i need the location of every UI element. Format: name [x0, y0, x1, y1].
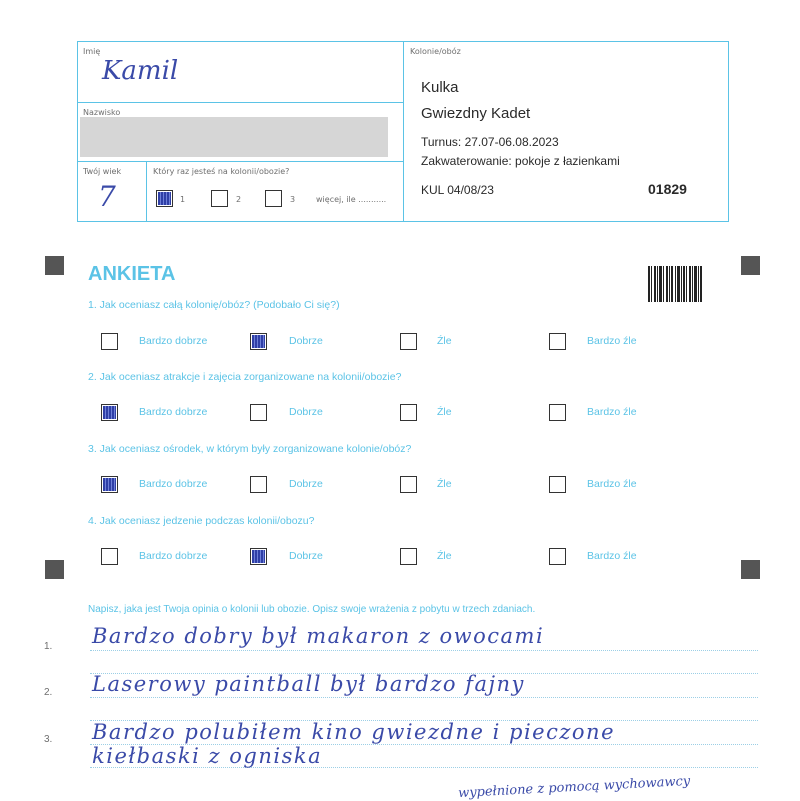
registration-marker-icon — [45, 560, 64, 579]
answer-option-label: Źle — [437, 335, 452, 347]
visit-count-label-3: 3 — [290, 195, 296, 204]
answer-option-label: Bardzo źle — [587, 335, 637, 347]
registration-marker-icon — [741, 560, 760, 579]
visit-count-checkbox-3[interactable] — [265, 190, 282, 207]
answer-option-label: Dobrze — [289, 406, 323, 418]
answer-checkbox[interactable] — [250, 404, 267, 421]
answer-checkbox[interactable] — [549, 404, 566, 421]
answer-checkbox[interactable] — [400, 333, 417, 350]
answer-option-label: Bardzo dobrze — [139, 335, 208, 347]
turnus: Turnus: 27.07-06.08.2023 — [421, 135, 559, 149]
answer-line-2[interactable]: Laserowy paintball był bardzo fajny — [92, 672, 525, 696]
answer-checkbox[interactable] — [101, 404, 118, 421]
question-title: 1. Jak oceniasz całą kolonię/obóz? (Podobało Ci się?) — [88, 299, 340, 311]
answer-option-label: Bardzo dobrze — [139, 406, 208, 418]
answer-checkbox[interactable] — [549, 476, 566, 493]
answer-checkbox[interactable] — [101, 548, 118, 565]
opinion-prompt: Napisz, jaka jest Twoja opinia o kolonii lub obozie. Opisz swoje wrażenia z pobytu w trzech zdaniach. — [88, 604, 536, 615]
answer-line-4[interactable]: kiełbaski z ogniska — [92, 744, 323, 768]
answer-option-label: Dobrze — [289, 335, 323, 347]
answer-checkbox[interactable] — [549, 548, 566, 565]
answer-line-3[interactable]: Bardzo polubiłem kino gwiezdne i pieczone — [92, 720, 616, 744]
question-title: 2. Jak oceniasz atrakcje i zajęcia zorganizowane na kolonii/obozie? — [88, 371, 402, 383]
answer-line-1[interactable]: Bardzo dobry był makaron z owocami — [92, 624, 545, 648]
line-number: 2. — [44, 687, 53, 698]
answer-option-label: Źle — [437, 478, 452, 490]
imie-label: Imię — [83, 47, 101, 56]
visit-count-label-1: 1 — [180, 195, 186, 204]
zakwaterowanie: Zakwaterowanie: pokoje z łazienkami — [421, 154, 620, 168]
answer-checkbox[interactable] — [250, 333, 267, 350]
registration-marker-icon — [741, 256, 760, 275]
answer-option-label: Bardzo źle — [587, 478, 637, 490]
writing-line — [90, 650, 758, 651]
answer-checkbox[interactable] — [250, 548, 267, 565]
visit-count-label-2: 2 — [236, 195, 242, 204]
line-number: 1. — [44, 641, 53, 652]
nazwisko-redacted — [80, 117, 388, 157]
answer-checkbox[interactable] — [400, 404, 417, 421]
imie-value[interactable]: Kamil — [102, 56, 179, 86]
wiek-label: Twój wiek — [83, 167, 122, 176]
answer-option-label: Źle — [437, 550, 452, 562]
line-number: 3. — [44, 734, 53, 745]
kolonie-label: Kolonie/obóz — [410, 47, 461, 56]
registration-marker-icon — [45, 256, 64, 275]
visit-count-checkbox-2[interactable] — [211, 190, 228, 207]
answer-option-label: Bardzo dobrze — [139, 550, 208, 562]
answer-option-label: Bardzo źle — [587, 406, 637, 418]
answer-checkbox[interactable] — [400, 476, 417, 493]
visit-count-checkbox-1[interactable] — [156, 190, 173, 207]
answer-option-label: Bardzo dobrze — [139, 478, 208, 490]
answer-option-label: Bardzo źle — [587, 550, 637, 562]
question-title: 4. Jak oceniasz jedzenie podczas kolonii/obozu? — [88, 515, 315, 527]
answer-option-label: Źle — [437, 406, 452, 418]
writing-line — [90, 697, 758, 698]
answer-option-label: Dobrze — [289, 550, 323, 562]
ktory-raz-label: Który raz jesteś na kolonii/obozie? — [153, 167, 290, 176]
question-title: 3. Jak oceniasz ośrodek, w którym były zorganizowane kolonie/obóz? — [88, 443, 412, 455]
barcode-icon — [648, 266, 702, 302]
camp-code: KUL 04/08/23 — [421, 183, 494, 197]
nazwisko-label: Nazwisko — [83, 108, 121, 117]
survey-title: ANKIETA — [88, 263, 176, 285]
camp-name: Kulka — [421, 79, 459, 96]
form-number: 01829 — [648, 181, 687, 197]
wiek-value[interactable]: 7 — [98, 180, 116, 213]
answer-checkbox[interactable] — [101, 333, 118, 350]
answer-checkbox[interactable] — [101, 476, 118, 493]
answer-option-label: Dobrze — [289, 478, 323, 490]
footnote: wypełnione z pomocą wychowawcy — [457, 773, 691, 801]
answer-checkbox[interactable] — [250, 476, 267, 493]
answer-checkbox[interactable] — [400, 548, 417, 565]
wiecej-label: więcej, ile ........... — [316, 195, 387, 204]
camp-program: Gwiezdny Kadet — [421, 105, 531, 122]
answer-checkbox[interactable] — [549, 333, 566, 350]
